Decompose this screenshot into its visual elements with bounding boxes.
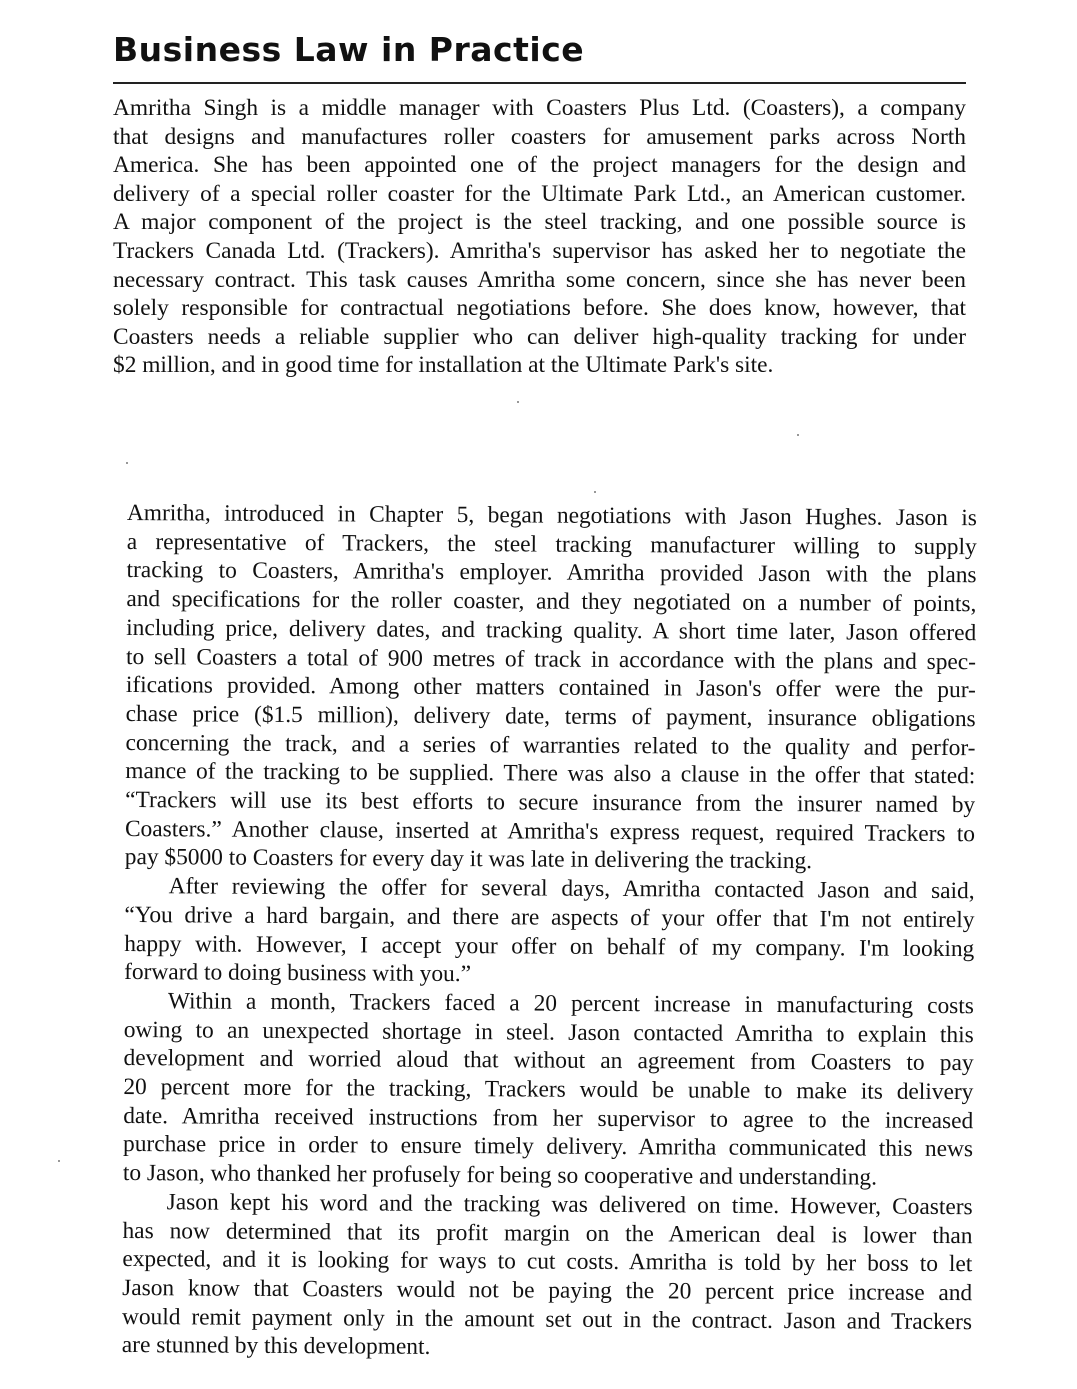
chapter-case-text: [122, 499, 977, 1365]
text-line: Coasters.” Another clause, inserted at Amritha's express request, required Trackers to: [124, 815, 976, 847]
text-line: concerning the track, and a series of warranties related to the quality and perfor-: [125, 729, 976, 761]
text-line: would remit payment only in the amount set out in the contract. Jason and Trackers: [121, 1303, 973, 1335]
text-line: Amritha, introduced in Chapter 5, began negotiations with Jason Hughes. Jason is: [126, 499, 977, 532]
page-heading: Business Law in Practice: [113, 30, 585, 69]
paragraph-acceptance: [124, 872, 975, 992]
text-line: Jason know that Coasters would not be paying the 20 percent price increase and: [122, 1274, 973, 1307]
scan-speck: [797, 434, 799, 436]
text-line: has now determined that its profit margin on the American deal is lower than: [122, 1217, 973, 1249]
text-line: including price, delivery dates, and tracking quality. A short time later, Jason offered: [126, 614, 977, 647]
text-line: tracking to Coasters, Amritha's employer. Amritha provided Jason with the plans: [126, 557, 977, 589]
text-line: to Jason, who thanked her profusely for being so cooperative and understanding.: [122, 1160, 878, 1191]
text-line: a representative of Trackers, the steel tracking manufacturer willing to supply: [126, 528, 977, 560]
scan-speck: [517, 401, 519, 403]
text-line: forward to doing business with you.”: [124, 959, 472, 988]
text-line: chase price ($1.5 million), delivery date, terms of payment, insurance obligations: [125, 700, 976, 733]
text-line: ifications provided. Among other matters contained in Jason's offer were the pur-: [125, 672, 976, 704]
text-line: Within a month, Trackers faced a 20 percent increase in manufacturing costs: [167, 988, 974, 1020]
text-line: After reviewing the offer for several days, Amritha contacted Jason and said,: [168, 873, 975, 905]
text-line: Jason kept his word and the tracking was delivered on time. However, Coasters: [166, 1189, 973, 1221]
paragraph-price-increase: [123, 987, 974, 1193]
text-line: 20 percent more for the tracking, Trackers would be unable to make its delivery: [123, 1074, 974, 1106]
intro-case-text: [113, 94, 966, 380]
text-line: to sell Coasters a total of 900 metres of track in accordance with the plans and spec-: [125, 643, 977, 675]
intro-line: necessary contract. This task causes Amritha some concern, since she has never been: [113, 266, 966, 293]
text-line: date. Amritha received instructions from her supervisor to agree to the increased: [123, 1102, 974, 1134]
text-line: “You drive a hard bargain, and there are aspects of your offer that I'm not entirely: [124, 901, 975, 934]
intro-line: delivery of a special roller coaster for the Ultimate Park Ltd., an American customer.: [113, 180, 966, 207]
scan-speck: [594, 491, 596, 493]
scan-speck: [126, 462, 128, 464]
intro-line: that designs and manufactures roller coasters for amusement parks across North: [113, 123, 966, 150]
text-line: “Trackers will use its best efforts to secure insurance from the insurer named by: [125, 787, 976, 819]
paragraph-outcome: [122, 1188, 973, 1365]
text-line: and specifications for the roller coaster, and they negotiated on a number of points,: [126, 586, 977, 618]
intro-line: America. She has been appointed one of the project managers for the design and: [113, 152, 966, 179]
intro-line: Amritha Singh is a middle manager with Coasters Plus Ltd. (Coasters), a company: [113, 95, 966, 121]
intro-line: Trackers Canada Ltd. (Trackers). Amritha's supervisor has asked her to negotiate the: [113, 237, 966, 264]
text-line: mance of the tracking to be supplied. There was also a clause in the offer that stated:: [125, 758, 976, 790]
text-line: owing to an unexpected shortage in steel. Jason contacted Amritha to explain this: [123, 1016, 974, 1048]
text-line: development and worried aloud that without an agreement from Coasters to pay: [123, 1045, 974, 1077]
intro-line: A major component of the project is the steel tracking, and one possible source is: [113, 209, 966, 236]
text-line: are stunned by this development.: [121, 1332, 431, 1361]
heading-rule: [113, 82, 966, 84]
text-line: expected, and it is looking for ways to cut costs. Amritha is told by her boss to let: [122, 1246, 973, 1278]
text-line: pay $5000 to Coasters for every day it was late in delivering the tracking.: [124, 844, 813, 875]
intro-line: $2 million, and in good time for installation at the Ultimate Park's site.: [113, 352, 774, 379]
text-line: happy with. However, I accept your offer on behalf of my company. I'm looking: [124, 930, 975, 962]
scan-speck: [58, 1160, 60, 1162]
intro-line: Coasters needs a reliable supplier who can deliver high-quality tracking for under: [113, 323, 966, 350]
paragraph-offer: [125, 499, 977, 877]
text-line: purchase price in order to ensure timely delivery. Amritha communicated this news: [122, 1131, 974, 1163]
intro-line: solely responsible for contractual negotiations before. She does know, however, that: [113, 295, 966, 322]
